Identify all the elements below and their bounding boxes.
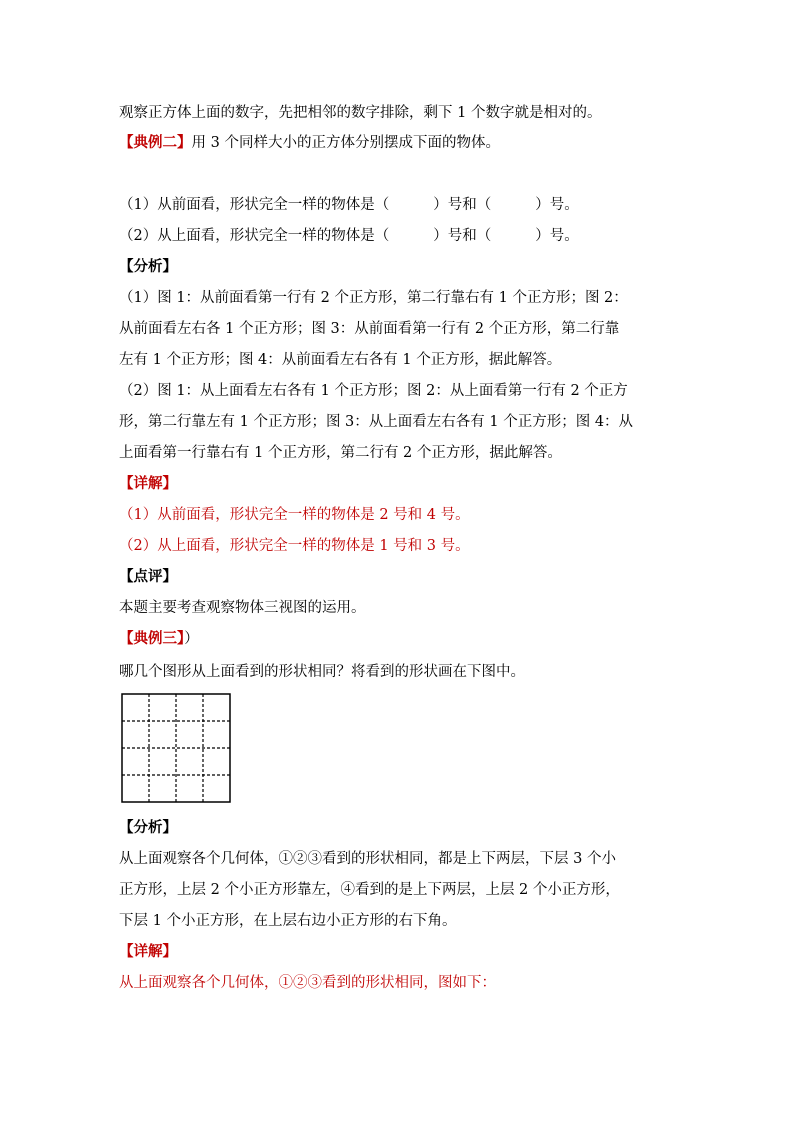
example2-comment-label: 【点评】 — [119, 568, 177, 585]
answer-grid[interactable] — [121, 693, 231, 803]
example2-q2 — [119, 226, 579, 246]
analysis-line: 上面看第一行靠右有 1 个正方形，第二行有 2 个正方形，据此解答。 — [119, 445, 562, 461]
example2-q1 — [119, 195, 579, 215]
example3-analysis-label: 【分析】 — [119, 819, 177, 836]
example3-question: 哪几个图形从上面看到的形状相同？将看到的形状画在下图中。 — [119, 664, 525, 680]
dashed-grid-drawing — [121, 693, 231, 803]
detail-line: （1）从前面看，形状完全一样的物体是 2 号和 4 号。 — [119, 507, 470, 523]
comment-text: 本题主要考查观察物体三视图的运用。 — [119, 600, 366, 616]
analysis-line: 左有 1 个正方形；图 4：从前面看左右各有 1 个正方形，据此解答。 — [119, 352, 562, 368]
example2-analysis-label: 【分析】 — [119, 258, 177, 275]
q2-text-b: ）号和（ — [433, 228, 492, 244]
analysis-line: 从前面看左右各 1 个正方形；图 3：从前面看第一行有 2 个正方形，第二行靠 — [119, 321, 620, 337]
example2-detail-label: 【详解】 — [119, 475, 177, 492]
example3-detail-label: 【详解】 — [119, 943, 177, 960]
example2-label: 【典例二】 — [119, 134, 192, 151]
ex3-analysis-line: 正方形，上层 2 个小正方形靠左，④看到的是上下两层，上层 2 个小正方形， — [119, 882, 620, 898]
intro-line: 观察正方体上面的数字，先把相邻的数字排除，剩下 1 个数字就是相对的。 — [119, 105, 602, 121]
q2-text-c: ）号。 — [535, 228, 579, 244]
example3-heading — [119, 629, 199, 649]
analysis-line: （1）图 1：从前面看第一行有 2 个正方形，第二行靠右有 1 个正方形；图 2： — [119, 290, 628, 306]
ex3-analysis-line: 下层 1 个小正方形，在上层右边小正方形的右下角。 — [119, 913, 457, 929]
analysis-line: （2）图 1：从上面看左右各有 1 个正方形；图 2：从上面看第一行有 2 个正方 — [119, 383, 628, 399]
ex3-analysis-line: 从上面观察各个几何体，①②③看到的形状相同，都是上下两层，下层 3 个小 — [119, 851, 616, 867]
q1-text-b: ）号和（ — [433, 197, 492, 213]
example2-heading — [119, 133, 500, 153]
q1-text-a: （1）从前面看，形状完全一样的物体是（ — [119, 197, 390, 213]
q1-text-c: ）号。 — [535, 197, 579, 213]
example2-question: 用 3 个同样大小的正方体分别摆成下面的物体。 — [191, 135, 500, 151]
analysis-line: 形，第二行靠左有 1 个正方形；图 3：从上面看左右各有 1 个正方形；图 4：从 — [119, 414, 634, 430]
example3-detail-text: 从上面观察各个几何体，①②③看到的形状相同，图如下： — [119, 975, 496, 991]
detail-line: （2）从上面看，形状完全一样的物体是 1 号和 3 号。 — [119, 538, 470, 554]
example3-label: 【典例三】 — [119, 630, 185, 647]
example3-label-suffix: ） — [184, 631, 199, 647]
q2-text-a: （2）从上面看，形状完全一样的物体是（ — [119, 228, 390, 244]
